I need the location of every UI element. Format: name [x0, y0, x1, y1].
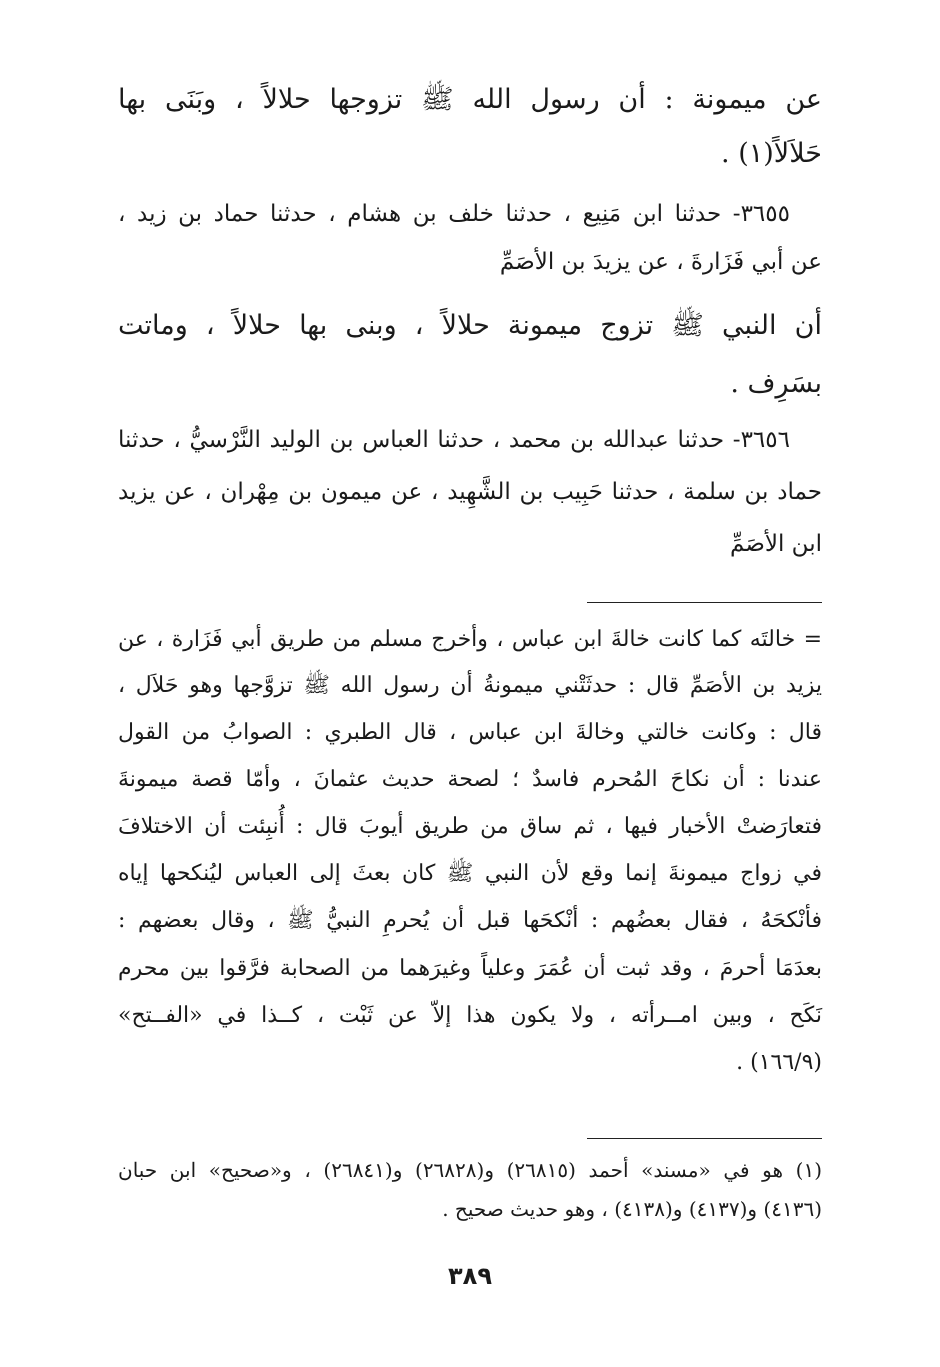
- footnote-continued-line-9: نَكَح ، وبين امــرأته ، ولا يكون هذا إلاّ عن ثَبْت ، كــذا في «الفــتح»: [118, 1003, 822, 1028]
- footnote-1-line-2: (٤١٣٦) و(٤١٣٧) و(٤١٣٨) ، وهو حديث صحيح .: [442, 1197, 822, 1221]
- hadith-3656-isnad-line-1: ٣٦٥٦- حدثنا عبدالله بن محمد ، حدثنا العباس بن الوليد النَّرْسيُّ ، حدثنا: [118, 427, 790, 453]
- hadith-3654-matn-line-2: حَلاَلاً(١) .: [721, 138, 822, 169]
- footnote-continued-line-1: = خالتَه كما كانت خالةَ ابن عباس ، وأخرج مسلم من طريق أبي فَزَارة ، عن: [118, 627, 822, 652]
- footnote-continued-line-6: في زواج ميمونةَ إنما وقع لأن النبي ﷺ كان بعثَ إلى العباس ليُنكحها إياه: [118, 861, 822, 886]
- footnote-continued-line-2: يزيد بن الأصَمِّ قال : حدثَتْني ميمونةُ أن رسول الله ﷺ تزوَّجها وهو حَلاَل ،: [118, 673, 822, 698]
- hadith-3655-isnad-line-2: عن أبي فَزَارةَ ، عن يزيدَ بن الأصَمِّ: [499, 249, 822, 275]
- footnote-1-line-1: (١) هو في «مسند» أحمد (٢٦٨١٥) و(٢٦٨٢٨) و(٢٦٨٤١) ، و«صحيح» ابن حبان: [118, 1158, 823, 1182]
- hadith-3656-isnad-line-3: ابن الأصَمِّ: [730, 531, 822, 557]
- hadith-3656-isnad-line-2: حماد بن سلمة ، حدثنا حَبِيب بن الشَّهِيد ، عن ميمون بن مِهْران ، عن يزيد: [118, 479, 822, 505]
- footnote-continued-line-10: (١٦٦/٩) .: [736, 1050, 822, 1075]
- footnote-continued-line-4: عندنا : أن نكاحَ المُحرم فاسدٌ ؛ لصحة حديث عثمانَ ، وأمّا قصة ميمونةَ: [118, 767, 822, 792]
- hadith-3655-matn-line-2: بسَرِف .: [730, 368, 822, 399]
- footnote-separator-2: [587, 1138, 822, 1139]
- hadith-3654-matn-line-1: عن ميمونة : أن رسول الله ﷺ تزوجها حلالاً ، وبَنَى بها: [118, 84, 822, 115]
- page-number: ٣٨٩: [448, 1262, 492, 1290]
- footnote-separator: [587, 602, 822, 603]
- footnote-continued-line-8: بعدَمَا أحرمَ ، وقد ثبت أن عُمَرَ وعلياً وغيرَهما من الصحابة فرَّقوا بين محرم: [118, 956, 822, 981]
- footnote-continued-line-5: فتعارَضتْ الأخبار فيها ، ثم ساق من طريق أيوبَ قال : أُنبِئت أن الاختلافَ: [118, 814, 822, 839]
- footnote-continued-line-7: فأنْكحَهُ ، فقال بعضُهم : أنْكحَها قبل أن يُحرمِ النبيُّ ﷺ ، وقال بعضهم :: [118, 908, 822, 933]
- footnote-continued-line-3: قال : وكانت خالتي وخالةَ ابن عباس ، قال الطبري : الصوابُ من القول: [118, 720, 822, 745]
- hadith-3655-matn-line-1: أن النبي ﷺ تزوج ميمونة حلالاً ، وبنى بها حلالاً ، وماتت: [118, 310, 822, 341]
- hadith-3655-isnad-line-1: ٣٦٥٥- حدثنا ابن مَنِيع ، حدثنا خلف بن هشام ، حدثنا حماد بن زيد ،: [118, 201, 790, 227]
